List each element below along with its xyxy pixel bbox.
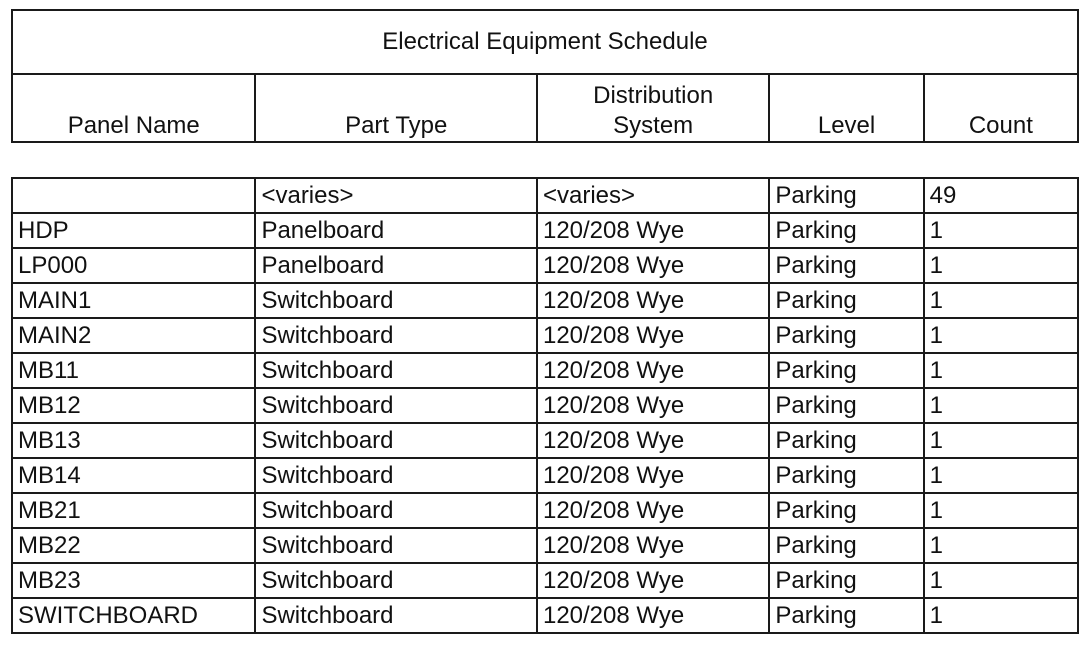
cell-part-type[interactable]: Switchboard	[255, 458, 537, 493]
cell-count[interactable]: 1	[924, 598, 1078, 633]
cell-panel-name[interactable]: HDP	[12, 213, 255, 248]
cell-distribution-system[interactable]: 120/208 Wye	[537, 598, 769, 633]
cell-panel-name[interactable]: MAIN1	[12, 283, 255, 318]
cell-part-type[interactable]: Switchboard	[255, 598, 537, 633]
cell-count[interactable]: 1	[924, 493, 1078, 528]
column-header-level[interactable]: Level	[769, 74, 923, 142]
table-row[interactable]	[12, 353, 1078, 388]
cell-distribution-system[interactable]: 120/208 Wye	[537, 248, 769, 283]
cell-count[interactable]: 49	[924, 178, 1078, 213]
cell-panel-name[interactable]: MAIN2	[12, 318, 255, 353]
cell-panel-name[interactable]: MB11	[12, 353, 255, 388]
cell-count[interactable]: 1	[924, 563, 1078, 598]
table-row[interactable]	[12, 388, 1078, 423]
cell-level[interactable]: Parking	[769, 318, 923, 353]
cell-part-type[interactable]: Switchboard	[255, 528, 537, 563]
cell-level[interactable]: Parking	[769, 213, 923, 248]
cell-part-type[interactable]: Switchboard	[255, 423, 537, 458]
cell-count[interactable]: 1	[924, 318, 1078, 353]
cell-part-type[interactable]: Switchboard	[255, 388, 537, 423]
cell-part-type[interactable]: Switchboard	[255, 318, 537, 353]
cell-distribution-system[interactable]: 120/208 Wye	[537, 388, 769, 423]
table-row[interactable]	[12, 318, 1078, 353]
cell-panel-name[interactable]	[12, 178, 255, 213]
cell-level[interactable]: Parking	[769, 493, 923, 528]
table-row[interactable]	[12, 423, 1078, 458]
cell-count[interactable]: 1	[924, 388, 1078, 423]
cell-panel-name[interactable]: MB23	[12, 563, 255, 598]
cell-panel-name[interactable]: LP000	[12, 248, 255, 283]
cell-count[interactable]: 1	[924, 353, 1078, 388]
cell-part-type[interactable]: Switchboard	[255, 353, 537, 388]
cell-level[interactable]: Parking	[769, 528, 923, 563]
cell-distribution-system[interactable]: 120/208 Wye	[537, 423, 769, 458]
table-row[interactable]	[12, 248, 1078, 283]
cell-level[interactable]: Parking	[769, 598, 923, 633]
table-row[interactable]	[12, 283, 1078, 318]
cell-level[interactable]: Parking	[769, 178, 923, 213]
table-row[interactable]	[12, 528, 1078, 563]
cell-part-type[interactable]: Switchboard	[255, 563, 537, 598]
table-row[interactable]	[12, 493, 1078, 528]
cell-count[interactable]: 1	[924, 423, 1078, 458]
cell-distribution-system[interactable]: 120/208 Wye	[537, 213, 769, 248]
cell-part-type[interactable]: Panelboard	[255, 213, 537, 248]
cell-panel-name[interactable]: MB12	[12, 388, 255, 423]
cell-panel-name[interactable]: MB13	[12, 423, 255, 458]
cell-part-type[interactable]: Panelboard	[255, 248, 537, 283]
summary-row[interactable]	[12, 178, 1078, 213]
column-header-panel-name[interactable]: Panel Name	[12, 74, 255, 142]
cell-part-type[interactable]: Switchboard	[255, 283, 537, 318]
cell-distribution-system[interactable]: 120/208 Wye	[537, 528, 769, 563]
cell-panel-name[interactable]: MB21	[12, 493, 255, 528]
cell-distribution-system[interactable]: 120/208 Wye	[537, 493, 769, 528]
column-header-distribution-system[interactable]	[537, 74, 769, 142]
cell-panel-name[interactable]: SWITCHBOARD	[12, 598, 255, 633]
cell-distribution-system[interactable]: 120/208 Wye	[537, 283, 769, 318]
cell-level[interactable]: Parking	[769, 388, 923, 423]
cell-panel-name[interactable]: MB22	[12, 528, 255, 563]
table-row[interactable]	[12, 458, 1078, 493]
column-header-distribution-system-label: Distribution System	[593, 82, 714, 139]
cell-level[interactable]: Parking	[769, 248, 923, 283]
cell-distribution-system[interactable]: 120/208 Wye	[537, 458, 769, 493]
table-row[interactable]	[12, 563, 1078, 598]
column-header-count[interactable]: Count	[924, 74, 1078, 142]
cell-distribution-system[interactable]: 120/208 Wye	[537, 318, 769, 353]
cell-part-type[interactable]: <varies>	[255, 178, 537, 213]
schedule-title: Electrical Equipment Schedule	[12, 10, 1078, 74]
cell-count[interactable]: 1	[924, 283, 1078, 318]
cell-level[interactable]: Parking	[769, 283, 923, 318]
cell-distribution-system[interactable]: 120/208 Wye	[537, 563, 769, 598]
cell-level[interactable]: Parking	[769, 563, 923, 598]
cell-part-type[interactable]: Switchboard	[255, 493, 537, 528]
cell-distribution-system[interactable]: 120/208 Wye	[537, 353, 769, 388]
table-row[interactable]	[12, 598, 1078, 633]
schedule-body	[11, 177, 1079, 634]
cell-level[interactable]: Parking	[769, 353, 923, 388]
cell-count[interactable]: 1	[924, 248, 1078, 283]
cell-count[interactable]: 1	[924, 528, 1078, 563]
cell-distribution-system[interactable]: <varies>	[537, 178, 769, 213]
table-row[interactable]	[12, 213, 1078, 248]
cell-panel-name[interactable]: MB14	[12, 458, 255, 493]
cell-count[interactable]: 1	[924, 458, 1078, 493]
cell-level[interactable]: Parking	[769, 423, 923, 458]
cell-level[interactable]: Parking	[769, 458, 923, 493]
schedule-header	[11, 9, 1079, 143]
cell-count[interactable]: 1	[924, 213, 1078, 248]
column-header-part-type[interactable]: Part Type	[255, 74, 537, 142]
